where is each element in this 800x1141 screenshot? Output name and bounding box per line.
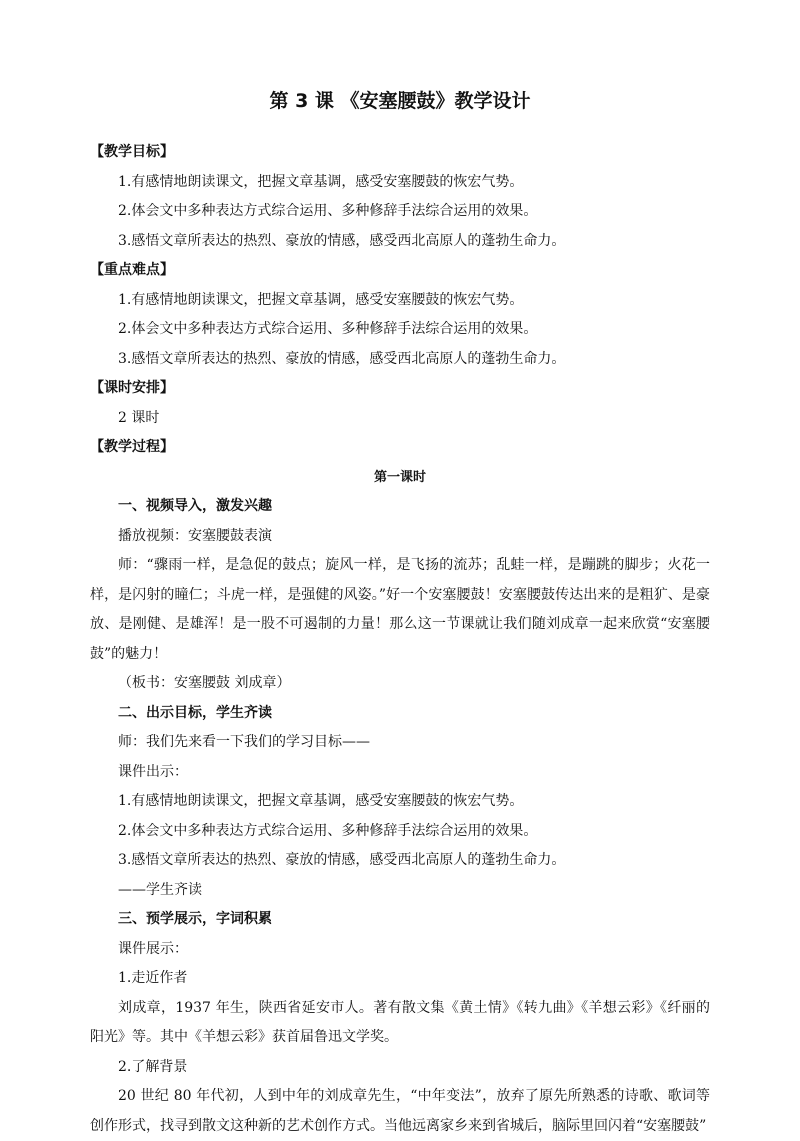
section-heading-objectives: 【教学目标】: [90, 144, 174, 160]
objective-item: 2.体会文中多种表达方式综合运用、多种修辞手法综合运用的效果。: [118, 203, 538, 219]
text-line: 课件展示：: [118, 940, 188, 957]
objective-item: 3.感悟文章所表达的热烈、豪放的情感，感受西北高原人的蓬勃生命力。: [118, 852, 566, 868]
objective-item: 2.体会文中多种表达方式综合运用、多种修辞手法综合运用的效果。: [118, 822, 538, 839]
part-heading: 二、出示目标，学生齐读: [118, 704, 272, 721]
board-note: （板书：安塞腰鼓 刘成章）: [118, 675, 291, 691]
document-body: [90, 138, 710, 1141]
sub-heading: 2.了解背景: [118, 1058, 188, 1075]
section-heading-schedule: 【课时安排】: [90, 380, 174, 396]
text-line: 课件出示：: [118, 763, 188, 780]
part-heading: 三、预学展示，字词积累: [118, 911, 272, 927]
section-heading-process: 【教学过程】: [90, 439, 174, 455]
document-title: 第 3 课 《安塞腰鼓》教学设计: [269, 90, 531, 112]
objective-item: 1.有感情地朗读课文，把握文章基调，感受安塞腰鼓的恢宏气势。: [118, 793, 524, 809]
part-heading: 一、视频导入，激发兴趣: [118, 498, 272, 514]
objective-item: 1.有感情地朗读课文，把握文章基调，感受安塞腰鼓的恢宏气势。: [118, 173, 524, 190]
text-line: 师：我们先来看一下我们的学习目标——: [118, 734, 370, 750]
sub-heading: 1.走近作者: [118, 970, 188, 986]
key-point-item: 1.有感情地朗读课文，把握文章基调，感受安塞腰鼓的恢宏气势。: [118, 291, 524, 308]
paragraph: 师：“骤雨一样，是急促的鼓点；旋风一样，是飞扬的流苏；乱蛙一样，是蹦跳的脚步；火花一样，是闪射的瞳仁；斗虎一样，是强健的风姿。”好一个安塞腰鼓！安塞腰鼓传达出来的是粗犷、是豪放、是刚健、是雄浑！是一股不可遏制的力量！那么这一节课就让我们随刘成章一起来欣赏“安塞腰鼓”的魅力！: [90, 557, 710, 662]
paragraph: 刘成章，1937 年生，陕西省延安市人。著有散文集《黄土情》《转九曲》《羊想云彩》《纤丽的阳光》等。其中《羊想云彩》获首届鲁迅文学奖。: [90, 999, 710, 1045]
paragraph: 20 世纪 80 年代初，人到中年的刘成章先生，“中年变法”，放弃了原先所熟悉的诗歌、歌词等创作形式，找寻到散文这种新的艺术创作方式。当他远离家乡来到省城后，脑际里回闪着“安塞腰鼓”: [90, 1088, 710, 1134]
section-heading-key-points: 【重点难点】: [90, 262, 174, 278]
key-point-item: 2.体会文中多种表达方式综合运用、多种修辞手法综合运用的效果。: [118, 321, 538, 337]
key-point-item: 3.感悟文章所表达的热烈、豪放的情感，感受西北高原人的蓬勃生命力。: [118, 350, 566, 367]
schedule-text: 2 课时: [118, 409, 160, 426]
objective-item: 3.感悟文章所表达的热烈、豪放的情感，感受西北高原人的蓬勃生命力。: [118, 232, 566, 249]
text-line: 播放视频：安塞腰鼓表演: [118, 527, 272, 544]
lesson-title: 第一课时: [373, 469, 426, 485]
text-line: ——学生齐读: [118, 881, 202, 898]
